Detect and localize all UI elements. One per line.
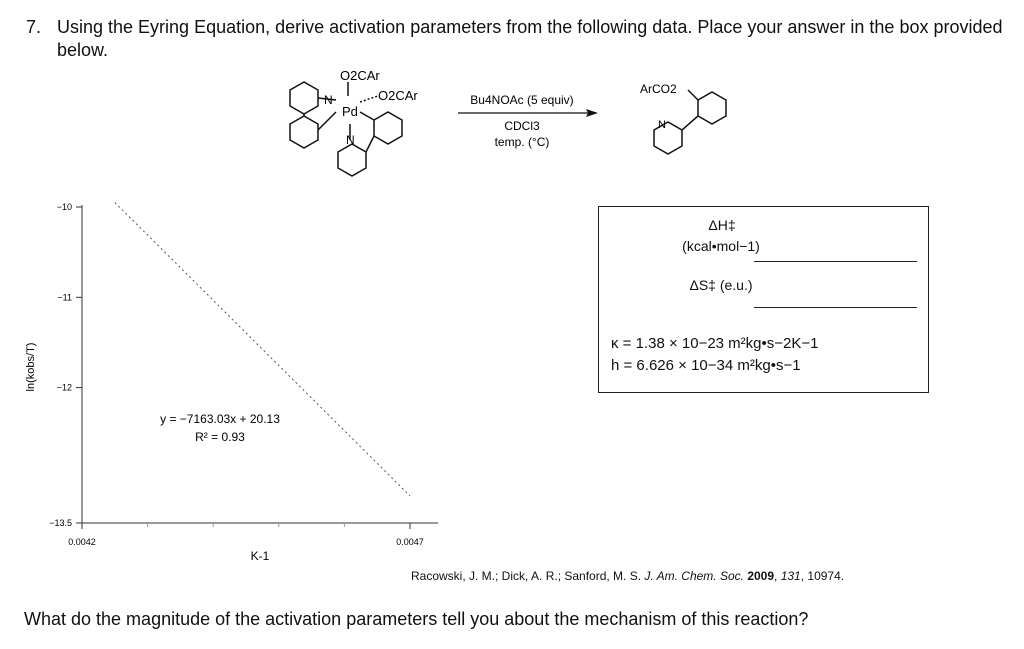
y-tick-label: −12 [56, 382, 72, 393]
x-tick-label: 0.0047 [396, 537, 424, 547]
pd-atom-label: Pd [342, 104, 358, 119]
x-tick-label: 0.0042 [68, 537, 96, 547]
reaction-scheme [270, 60, 740, 190]
planck-constant: h = 6.626 × 10−34 m²kg•s−1 [611, 357, 801, 374]
r-squared: R² = 0.93 [195, 430, 245, 444]
complex-n-left: N [324, 93, 333, 107]
dh-label: ΔH‡ [708, 217, 736, 233]
dh-answer-line[interactable] [754, 261, 917, 262]
complex-n-bottom: N [346, 133, 355, 147]
followup-question: What do the magnitude of the activation parameters tell you about the mechanism of this reaction? [24, 609, 809, 629]
fit-equation: y = −7163.03x + 20.13 [160, 412, 280, 426]
eyring-plot [20, 195, 450, 570]
solvent-label: CDCl3 [504, 119, 540, 133]
answer-box [598, 206, 929, 393]
product-arco2-label: ArCO2 [640, 82, 677, 96]
y-tick-label: −11 [57, 292, 72, 303]
reference-volume: 131 [780, 569, 801, 583]
product-benzene-ring [698, 92, 726, 124]
y-axis-label: ln(kobs/T) [25, 342, 37, 392]
reference-year: 2009 [747, 569, 775, 583]
complex-label-right: O2CAr [378, 88, 418, 103]
reference-citation: Racowski, J. M.; Dick, A. R.; Sanford, M. S. J. Am. Chem. Soc. 2009, 131, 10974. [411, 569, 845, 583]
y-tick-label: −13.5 [49, 518, 72, 528]
complex-label-top: O2CAr [340, 68, 380, 83]
pyridine-ring-1 [290, 82, 318, 114]
reference-pages: , 10974. [800, 569, 845, 583]
benzene-ring-2 [374, 112, 402, 144]
reference-authors: Racowski, J. M.; Dick, A. R.; Sanford, M. S. [411, 569, 645, 583]
question-number: 7. [26, 17, 42, 37]
question-text: Using the Eyring Equation, derive activation parameters from the following data. Place your answer in the box provided below. [57, 17, 1003, 60]
reference-journal: J. Am. Chem. Soc. [644, 569, 744, 583]
ds-answer-line[interactable] [754, 307, 917, 308]
temperature-label: temp. (°C) [494, 135, 550, 149]
boltzmann-constant: κ = 1.38 × 10−23 m²kg•s−2K−1 [611, 335, 819, 352]
dh-units: (kcal•mol−1) [682, 238, 760, 254]
product-n-label: N [658, 119, 666, 131]
y-tick-label: −10 [56, 202, 72, 212]
benzene-ring-1 [290, 116, 318, 148]
pyridine-ring-2 [338, 144, 366, 176]
fit-trend-line [115, 202, 410, 495]
reagent-label: Bu4NOAc (5 equiv) [470, 93, 574, 107]
x-axis-label: K-1 [250, 549, 270, 563]
ds-label: ΔS‡ (e.u.) [689, 277, 753, 293]
